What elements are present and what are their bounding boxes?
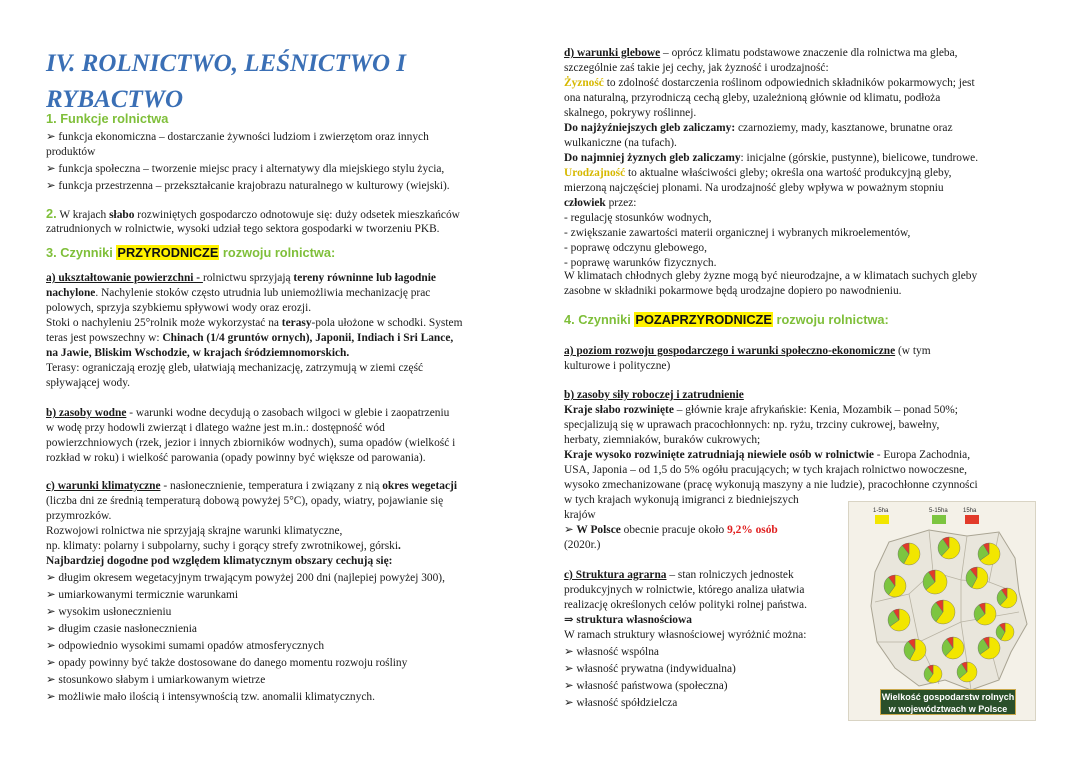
text: ➢ [564,524,577,536]
r-c-line: W ramach struktury własnościowej wyróżnić można: [564,629,807,641]
list-item: - regulację stosunków wodnych, [564,212,712,224]
d-line [564,121,953,136]
subheading: c) warunki klimatyczne [46,480,161,492]
highlight: POZAPRZYRODNICZE [635,312,772,327]
term: Urodzajność [564,167,626,179]
text: (w tym [895,345,931,357]
d-line: mierzoną najczęściej plonami. Na urodzajność gleby wpływa w poważnym stopniu [564,182,944,194]
r-b-line: specjalizują się w uprawach pracochłonnych: np. ryżu, trzciny cukrowej, bawełny, [564,419,940,431]
text: W krajach [56,209,110,221]
legend-label: 1-5ha [873,508,889,514]
legend-swatch [965,515,979,524]
text: 3. Czynniki [46,245,117,260]
r-b-line: (2020r.) [564,539,601,551]
text: Stoki o nachyleniu 25°rolnik może wykorzystać na [46,317,282,329]
subheading: b) zasoby wodne [46,407,127,419]
text: Do najżyźniejszych gleb zaliczamy: [564,122,736,134]
text: okres wegetacji [382,480,457,492]
text: przez: [605,197,637,209]
highlight: PRZYRODNICZE [117,245,219,260]
text: Kraje słabo rozwinięte [564,404,674,416]
text: – oprócz klimatu podstawowe znaczenie dla rolnictwa ma gleba, [660,47,958,59]
a-line: Terasy: ograniczają erozję gleb, ułatwiają mechanizację, zatrzymują w ziemi część [46,362,424,374]
s1-line: ➢ funkcja przestrzenna – przekształcanie krajobrazu naturalnego w kulturowy (wiejski). [46,180,450,192]
c-line: Rozwojowi rolnictwa nie sprzyjają skrajne warunki klimatyczne, [46,525,343,537]
list-item: - zwiększanie zawartości materii organicznej i wybranych mikroelementów, [564,227,911,239]
d-line [564,196,636,211]
b-line: powierzchniowych (rzek, jezior i innych zbiorników wodnych), suma opadów (wielkość i [46,437,456,449]
s1-line: produktów [46,146,96,158]
text: rozwoju rolnictwa: [219,245,336,260]
text: Chinach (1/4 gruntów ornych), Japonii, Indiach i Sri Lance, [162,332,454,344]
a-line [46,286,430,301]
poland-farm-size-map [848,501,1036,721]
list-item: ➢ własność spółdzielcza [564,697,678,709]
text: terasy [281,317,312,329]
r-c-line: ⇒ struktura własnościowa [564,614,692,626]
list-item: ➢ umiarkowanymi termicznie warunkami [46,589,239,601]
text: tereny równinne lub łagodnie [293,272,436,284]
list-item: ➢ stosunkowo słabym i umiarkowanym wietrze [46,674,266,686]
list-item: ➢ własność prywatna (indywidualna) [564,663,736,675]
section-2-number: 2. [46,206,57,221]
list-item: - poprawę warunków fizycznych. [564,257,717,269]
text: . [398,540,401,552]
text: - Europa Zachodnia, [873,449,971,461]
subheading: d) warunki glebowe [564,47,661,59]
b-line: w wodę przy hodowli zwierząt i dlatego ważne jest m.in.: dostępność wód [46,422,385,434]
text: to zdolność dostarczenia roślinom odpowiednich składników pokarmowych; jest [603,77,975,89]
r-b-line: wysoko zmechanizowane (pracę wykonują maszyny a nie ludzie), pracochłonne czynności [564,479,978,491]
text: : inicjalne (górskie, pustynne), bielicowe, tundrowe. [740,152,979,164]
section-4-heading [564,313,889,328]
list-item: ➢ opady powinny być także dostosowane do danego momentu rozwoju rośliny [46,657,408,669]
c-line: Najbardziej dogodne pod względem klimatycznym obszary cechują się: [46,555,393,567]
legend-swatch [875,515,889,524]
list-item: - poprawę odczynu glebowego, [564,242,707,254]
section-2-line [46,207,460,223]
list-item: ➢ długim czasie nasłonecznienia [46,623,197,635]
c-line: (liczba dni ze średnią temperaturą dobową powyżej 5°C), opady, wiatry, pojawianie się [46,495,444,507]
d-line: skalnego, pokrywy roślinnej. [564,107,697,119]
d-line: szczególnie zaś takie jej cechy, jak żyzność i urodzajność: [564,62,829,74]
map-graphic [849,502,1035,720]
legend-label: 5-15ha [929,508,948,514]
d-line: zasobne w składniki pokarmowe będą urodzajne dopiero po nawodnieniu. [564,285,902,297]
text: obecnie pracuje około [620,524,728,536]
list-item: ➢ własność państwowa (społeczna) [564,680,728,692]
a-line: spływającej wody. [46,377,131,389]
b-line: rozkład w roku) i wielkość parowania (opady powinny być większe od parowania). [46,452,426,464]
text: rozwiniętych gospodarczo odnotowuje się: duży odsetek mieszkańców [134,209,460,221]
list-item: ➢ własność wspólna [564,646,659,658]
stat-value: 9,2% osób [727,524,778,536]
text: W Polsce [576,524,621,536]
text: -pola ułożone w schodki. System [311,317,463,329]
caption-line: w województwach w Polsce [888,704,1008,714]
a-line [46,316,462,331]
r-a-line: kulturowe i polityczne) [564,360,671,372]
subheading: a) poziom rozwoju gospodarczego i warunki społeczno-ekonomiczne [564,345,896,357]
r-c-line: realizację określonych celów polityki rolnej państwa. [564,599,807,611]
r-a-line [564,344,931,359]
legend-label: 15ha [963,508,977,514]
text: - nasłonecznienie, temperatura i związany z nią [160,480,383,492]
c-line: przymrozków. [46,510,112,522]
list-item: ➢ możliwie mało ilością i intensywnością tzw. anomalii klimatycznych. [46,691,375,703]
s1-line: ➢ funkcja społeczna – tworzenie miejsc pracy i alternatywy dla miejskiego stylu życia, [46,163,445,175]
text: teras jest powszechny w: [46,332,163,344]
text: Do najmniej żyznych gleb zaliczamy [564,152,741,164]
r-b-line: herbaty, ziemniaków, buraków cukrowych; [564,434,761,446]
r-b-line [564,448,970,463]
r-b-line: w tych krajach wykonują imigranci z biedniejszych [564,494,799,506]
text: nachylone [46,287,96,299]
r-c-line: produkcyjnych w rolnictwie, którego analiza ułatwia [564,584,805,596]
subheading: a) ukształtowanie powierzchni - [46,272,203,284]
d-line: wulkaniczne (na tufach). [564,137,677,149]
b-line [46,406,449,421]
text: np. klimaty: polarny i subpolarny, suchy i gorący strefy zwrotnikowej, górski [46,540,398,552]
d-line [564,46,958,61]
map-caption [880,689,1016,715]
text: człowiek [564,197,606,209]
section-3-heading [46,246,335,261]
text: – stan rolniczych jednostek [666,569,794,581]
text: Kraje wysoko rozwinięte zatrudniają niewiele osób w rolnictwie [564,449,874,461]
subheading: c) Struktura agrarna [564,569,667,581]
d-line: ona naturalną, przyrodniczą cechą gleby, uzależnioną głównie od klimatu, podłoża [564,92,941,104]
text: słabo [109,209,135,221]
r-b-line: krajów [564,509,596,521]
r-c-line [564,568,794,583]
section-2-line: zatrudnionych w rolnictwie, wysoki udział tego sektora gospodarki w tworzeniu PKB. [46,223,440,235]
text: czarnoziemy, mady, kasztanowe, brunatne oraz [735,122,953,134]
section-1-heading: 1. Funkcje rolnictwa [46,111,169,126]
c-line [46,539,401,554]
a-line [46,271,436,286]
a-line: polowych, sprzyja szybkiemu spływowi wody oraz erozji. [46,302,312,314]
r-b-subheading: b) zasoby siły roboczej i zatrudnienie [564,389,744,401]
legend-swatch [932,515,946,524]
text: rozwoju rolnictwa: [772,312,889,327]
page-title: IV. ROLNICTWO, LEŚNICTWO I RYBACTWO [46,50,407,113]
d-line [564,151,978,166]
d-line [564,166,952,181]
caption-line: Wielkość gospodarstw rolnych [881,692,1015,702]
list-item: ➢ odpowiednio wysokimi sumami opadów atmosferycznych [46,640,325,652]
d-line: W klimatach chłodnych gleby żyzne mogą być nieurodzajne, a w klimatach suchych gleby [564,270,978,282]
r-b-line [564,403,958,418]
c-line [46,479,457,494]
a-line: na Jawie, Bliskim Wschodzie, w krajach śródziemnomorskich. [46,347,350,359]
text: . Nachylenie stoków często utrudnia lub uniemożliwia mechanizację prac [95,287,431,299]
text: to aktualne właściwości gleby; określa ona wartość produkcyjną gleby, [625,167,952,179]
text: rolnictwu sprzyjają [202,272,294,284]
text: – głównie kraje afrykańskie: Kenia, Mozambik – ponad 50%; [673,404,958,416]
list-item: ➢ wysokim usłonecznieniu [46,606,172,618]
r-b-line [564,523,778,538]
r-b-line: USA, Japonia – od 1,5 do 5% ogółu pracujących; w tych krajach rolnictwo nowoczesne, [564,464,967,476]
text: 4. Czynniki [564,312,635,327]
text: - warunki wodne decydują o zasobach wilgoci w glebie i zaopatrzeniu [126,407,450,419]
list-item: ➢ długim okresem wegetacyjnym trwającym powyżej 200 dni (najlepiej powyżej 300), [46,572,445,584]
s1-line: ➢ funkcja ekonomiczna – dostarczanie żywności ludziom i zwierzętom oraz innych [46,131,429,143]
a-line [46,331,453,346]
d-line [564,76,975,91]
term: Żyzność [564,77,604,89]
